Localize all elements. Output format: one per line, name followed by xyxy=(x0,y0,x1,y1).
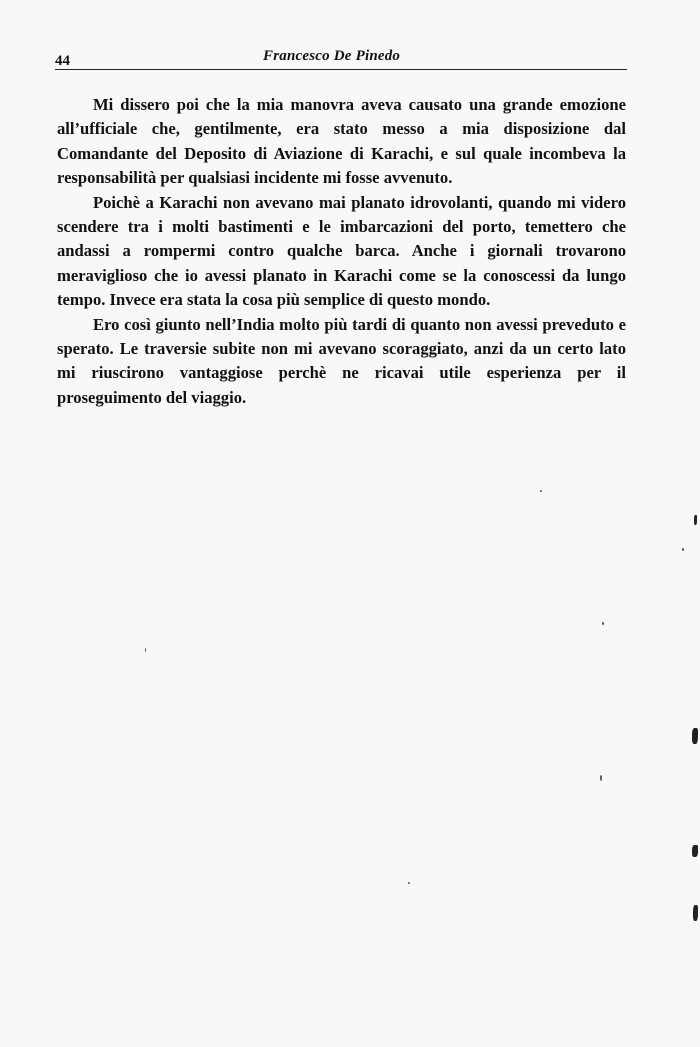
page-number: 44 xyxy=(55,53,70,69)
scan-edge-mark xyxy=(693,905,698,921)
scan-speck xyxy=(602,622,604,625)
paragraph: Ero così giunto nell’India molto più tardi di quanto non avessi preveduto e sperato. Le traversie subite non mi avevano scoraggiato, anzi da un certo lato mi riuscirono vantaggiose perchè ne ricavai utile esperienza per il proseguimento del viaggio. xyxy=(57,314,626,407)
running-head: Francesco De Pinedo xyxy=(263,48,401,64)
scan-speck xyxy=(145,648,146,652)
scan-speck xyxy=(682,548,684,551)
scan-edge-mark xyxy=(692,845,698,857)
paragraph: Mi dissero poi che la mia manovra aveva causato una grande emozione all’ufficiale che, gentilmente, era stato messo a mia disposizione dal Comandante del Deposito di Aviazione di Karachi, e sul quale incombeva la responsabilità per qualsiasi incidente mi fosse avvenuto. xyxy=(57,95,626,188)
page-header xyxy=(55,45,627,71)
scan-speck xyxy=(408,882,410,884)
scan-speck xyxy=(600,775,602,781)
body-text xyxy=(57,93,626,410)
paragraph: Poichè a Karachi non avevano mai planato idrovolanti, quando mi videro scendere tra i molti bastimenti e le imbarcazioni del porto, temettero che andassi a rompermi contro qualche barca. Anche i giornali trovarono meraviglioso che io avessi planato in Karachi come se la conoscessi da lungo tempo. Invece era stata la cosa più semplice di questo mondo. xyxy=(57,192,626,310)
header-rule xyxy=(55,69,627,70)
scan-edge-mark xyxy=(692,728,698,744)
scan-speck xyxy=(540,490,542,492)
scan-edge-mark xyxy=(694,515,697,525)
